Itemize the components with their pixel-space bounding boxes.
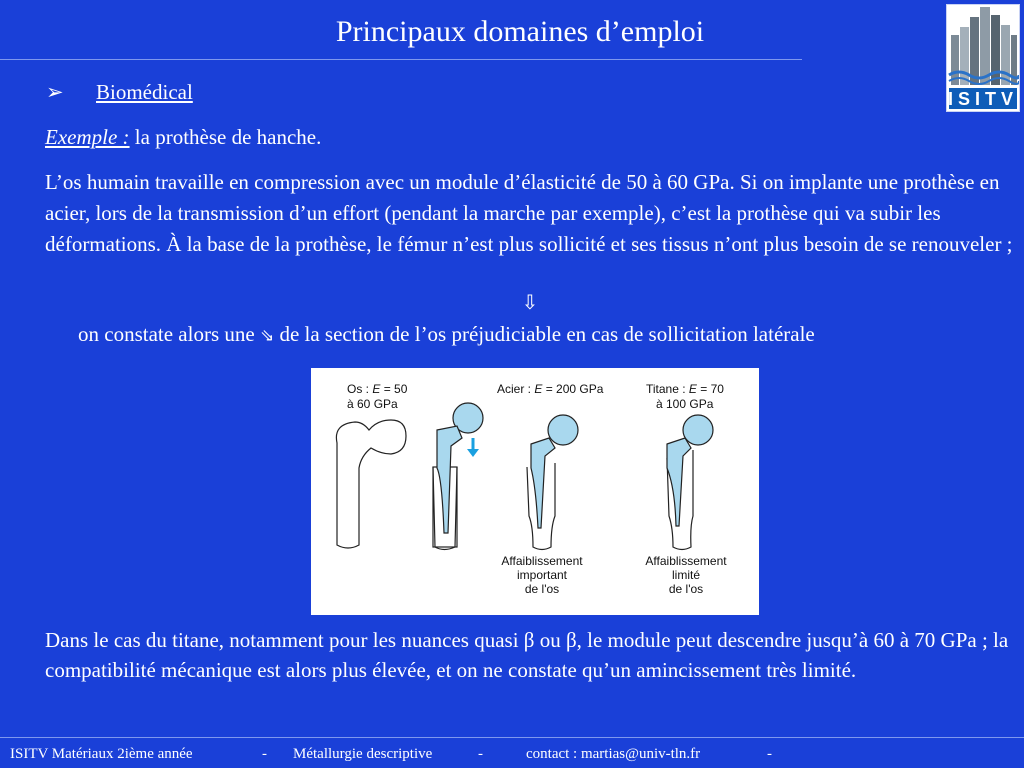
footer-course: ISITV Matériaux 2ième année [10, 746, 193, 762]
os-label: Os : E = 50 [347, 382, 408, 396]
footer [0, 745, 1024, 763]
steel-stem [437, 426, 462, 533]
titane-label-line2: à 100 GPa [656, 397, 714, 411]
down-arrow-icon: ⇩ [521, 290, 539, 314]
footer-divider [0, 737, 1024, 738]
example-label: Exemple : [45, 125, 130, 149]
title-divider [0, 59, 802, 60]
titanium-caption-1: Affaiblissement [645, 554, 727, 568]
steel-head-2 [548, 415, 578, 445]
steel-caption-1: Affaiblissement [501, 554, 583, 568]
conclusion-text-start: on constate alors une [78, 322, 260, 346]
acier-label: Acier : E = 200 GPa [497, 382, 604, 396]
steel-stem-2 [531, 438, 555, 528]
natural-femur-drawing [336, 420, 406, 548]
isitv-logo [946, 4, 1020, 112]
footer-separator: - [767, 746, 772, 762]
footer-subject: Métallurgie descriptive [293, 746, 433, 762]
example-line [45, 124, 321, 150]
example-text: la prothèse de hanche. [129, 125, 322, 149]
section-bullet [46, 79, 193, 105]
os-label-line2: à 60 GPa [347, 397, 398, 411]
paragraph-titanium: Dans le cas du titane, notamment pour les nuances quasi β ou β, le module peut descendre jusqu’à 60 à 70 GPa ; la compatibilité mécanique est alors plus élevée, et on ne constate qu’un amincissement très limité. [45, 628, 1009, 682]
conclusion-text-end: de la section de l’os préjudiciable en cas de sollicitation latérale [274, 322, 815, 346]
footer-separator: - [478, 746, 483, 762]
logo-text: ISITV [947, 89, 1019, 109]
bullet-arrow-icon: ➢ [46, 80, 64, 104]
titanium-stem [667, 438, 691, 526]
decrease-arrow-icon: ⇘ [259, 326, 275, 346]
conclusion-line [78, 321, 815, 349]
titanium-caption-2: limité [671, 568, 701, 582]
footer-contact: contact : martias@univ-tln.fr [526, 746, 701, 762]
steel-caption-3: de l'os [524, 582, 560, 596]
titane-label: Titane : E = 70 [646, 382, 724, 396]
titanium-head [683, 415, 713, 445]
load-arrow-icon [467, 449, 479, 457]
hip-prosthesis-figure [311, 368, 759, 615]
paragraph-bone-compression: L’os humain travaille en compression avec un module d’élasticité de 50 à 60 GPa. Si on implante une prothèse en acier, lors de la transmission d’un effort (pendant la marche par exemple), c’est la prothèse qui va subir les déformations. À la base de la prothèse, le fémur n’est plus sollicité et ses tissus n’ont plus besoin de se renouveler ; [45, 170, 1013, 256]
steel-caption-2: important [516, 568, 568, 582]
titanium-caption-3: de l'os [668, 582, 704, 596]
footer-separator: - [262, 746, 267, 762]
slide-title: Principaux domaines d’emploi [335, 15, 705, 48]
section-heading: Biomédical [96, 80, 193, 104]
